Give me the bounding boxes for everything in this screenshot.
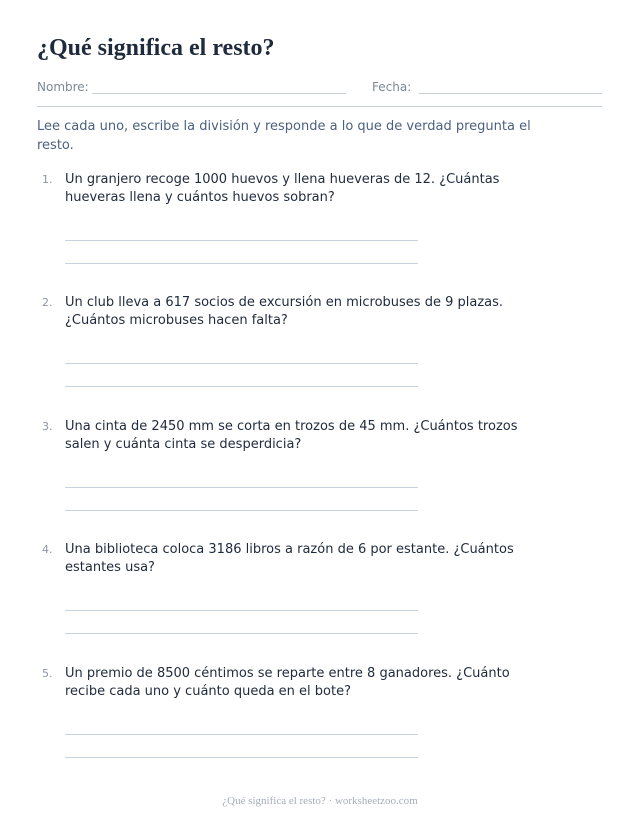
name-label: Nombre: [37, 80, 89, 94]
question-text: Un club lleva a 617 socios de excursión en microbuses de 9 plazas. ¿Cuántos microbuses hacen falta? [65, 295, 504, 328]
page-footer: ¿Qué significa el resto? · worksheetzoo.com [222, 795, 418, 807]
date-field-line[interactable] [419, 93, 602, 94]
answer-line[interactable] [65, 610, 418, 611]
answer-line[interactable] [65, 240, 418, 241]
answer-line[interactable] [65, 263, 418, 264]
answer-line[interactable] [65, 510, 418, 511]
answer-line[interactable] [65, 386, 418, 387]
question-number: 2. [42, 296, 53, 309]
date-label: Fecha: [372, 80, 412, 94]
question-text: Una cinta de 2450 mm se corta en trozos de 45 mm. ¿Cuántos trozos salen y cuánta cinta se desperdicia? [65, 419, 518, 452]
question-number: 3. [42, 420, 53, 433]
header-divider [37, 106, 602, 107]
answer-line[interactable] [65, 734, 418, 735]
answer-line[interactable] [65, 363, 418, 364]
question-number: 4. [42, 543, 53, 556]
name-field-line[interactable] [92, 93, 346, 94]
answer-line[interactable] [65, 757, 418, 758]
question-text: Un premio de 8500 céntimos se reparte entre 8 ganadores. ¿Cuánto recibe cada uno y cuánto queda en el bote? [65, 666, 510, 699]
answer-line[interactable] [65, 633, 418, 634]
question-text: Un granjero recoge 1000 huevos y llena hueveras de 12. ¿Cuántas hueveras llena y cuántos huevos sobran? [65, 172, 500, 205]
instructions: Lee cada uno, escribe la división y responde a lo que de verdad pregunta el resto. [37, 119, 531, 153]
question-number: 1. [42, 173, 53, 186]
answer-line[interactable] [65, 487, 418, 488]
question-number: 5. [42, 667, 53, 680]
page-title: ¿Qué significa el resto? [37, 35, 275, 61]
question-text: Una biblioteca coloca 3186 libros a razón de 6 por estante. ¿Cuántos estantes usa? [65, 542, 514, 575]
